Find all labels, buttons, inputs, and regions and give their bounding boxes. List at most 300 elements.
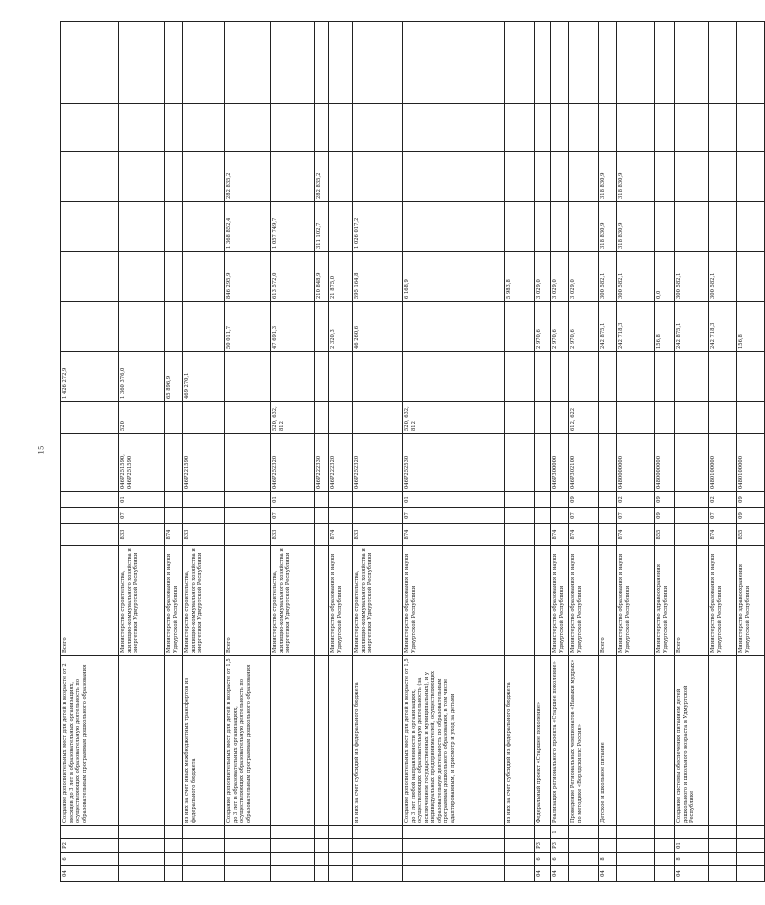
amount-4-cell — [737, 202, 765, 252]
amount-2-cell: 242 875,1 — [675, 302, 709, 352]
amount-4-cell — [119, 202, 165, 252]
empty-cell — [551, 22, 569, 104]
csr-code-cell: 046P252320 — [353, 434, 403, 492]
csr-code-cell: 046P302100 — [569, 434, 599, 492]
grbs-code-cell: 833 — [353, 524, 403, 546]
amount-6-cell — [551, 104, 569, 152]
rz-code-cell — [535, 508, 551, 524]
vr-code-cell — [183, 402, 225, 434]
om-code-cell — [225, 839, 271, 853]
csr-code-cell: 046P222320 — [329, 434, 353, 492]
amount-5-cell: 318 830,9 — [599, 152, 617, 202]
amount-6-cell — [271, 104, 315, 152]
pr-code-cell — [61, 492, 119, 508]
budget-table — [60, 21, 765, 882]
amount-1-cell — [551, 352, 569, 402]
amount-5-cell — [535, 152, 551, 202]
om-code-cell — [119, 839, 165, 853]
om-code-cell — [737, 839, 765, 853]
m-code-cell — [119, 826, 165, 839]
csr-code-cell — [535, 434, 551, 492]
amount-2-cell — [403, 302, 505, 352]
table-row — [675, 22, 709, 882]
measure-name-cell: Создание дополнительных мест для детей в возрасте от 1,5 до 3 лет в образовательных организациях, осуществляющих образовательную деятельность по образовательным программам дошкольного образования — [225, 656, 271, 826]
vr-code-cell: 520, 632, 812 — [271, 402, 315, 434]
amount-3-cell: 846 295,9 — [225, 252, 271, 302]
rz-code-cell: 07 — [119, 508, 165, 524]
grbs-code-cell: 874 — [551, 524, 569, 546]
amount-3-cell: 300 582,1 — [617, 252, 655, 302]
m-code-cell — [353, 826, 403, 839]
vr-code-cell — [329, 402, 353, 434]
pp-code-cell — [225, 853, 271, 866]
amount-2-cell: 50 011,7 — [225, 302, 271, 352]
grbs-code-cell — [315, 524, 329, 546]
pp-code-cell — [165, 853, 183, 866]
vr-code-cell — [353, 402, 403, 434]
empty-cell — [271, 22, 315, 104]
pr-code-cell — [535, 492, 551, 508]
table-row — [535, 22, 551, 882]
table-row — [551, 22, 569, 882]
responsible-org-cell: Министерство образования и науки Удмуртской Республики — [403, 546, 505, 656]
grbs-code-cell — [599, 524, 617, 546]
m-code-cell — [165, 826, 183, 839]
amount-2-cell — [119, 302, 165, 352]
csr-code-cell: 046P300000 — [551, 434, 569, 492]
amount-2-cell — [505, 302, 535, 352]
m-code-cell — [403, 826, 505, 839]
vr-code-cell — [709, 402, 737, 434]
responsible-org-cell — [535, 546, 551, 656]
rz-code-cell — [505, 508, 535, 524]
measure-name-cell — [655, 656, 675, 826]
gp-code-cell — [737, 866, 765, 882]
amount-2-cell — [315, 302, 329, 352]
amount-2-cell: 242 718,3 — [709, 302, 737, 352]
amount-4-cell: 1 026 017,2 — [353, 202, 403, 252]
table-row — [569, 22, 599, 882]
responsible-org-cell: Министерство образования и науки Удмуртской Республики — [329, 546, 353, 656]
rz-code-cell: 07 — [271, 508, 315, 524]
responsible-org-cell: Всего — [61, 546, 119, 656]
amount-6-cell — [569, 104, 599, 152]
m-code-cell — [737, 826, 765, 839]
amount-6-cell — [225, 104, 271, 152]
responsible-org-cell: Министерство образования и науки Удмуртской Республики — [551, 546, 569, 656]
rz-code-cell: 07 — [709, 508, 737, 524]
pp-code-cell: 8 — [675, 853, 709, 866]
amount-1-cell — [403, 352, 505, 402]
csr-code-cell: 046P252320 — [271, 434, 315, 492]
om-code-cell — [655, 839, 675, 853]
grbs-code-cell — [505, 524, 535, 546]
vr-code-cell — [165, 402, 183, 434]
amount-6-cell — [737, 104, 765, 152]
csr-code-cell — [165, 434, 183, 492]
pr-code-cell — [505, 492, 535, 508]
om-code-cell: P3 — [551, 839, 569, 853]
table-row — [353, 22, 403, 882]
csr-code-cell — [505, 434, 535, 492]
gp-code-cell: 04 — [551, 866, 569, 882]
responsible-org-cell — [505, 546, 535, 656]
rz-code-cell — [165, 508, 183, 524]
pp-code-cell — [709, 853, 737, 866]
amount-4-cell — [551, 202, 569, 252]
pr-code-cell: 01 — [119, 492, 165, 508]
om-code-cell — [315, 839, 329, 853]
grbs-code-cell — [61, 524, 119, 546]
csr-code-cell: 046P252530 — [403, 434, 505, 492]
vr-code-cell: 612, 622 — [569, 402, 599, 434]
rz-code-cell — [599, 508, 617, 524]
amount-6-cell — [675, 104, 709, 152]
amount-5-cell: 318 830,9 — [617, 152, 655, 202]
pp-code-cell — [315, 853, 329, 866]
vr-code-cell — [535, 402, 551, 434]
om-code-cell — [183, 839, 225, 853]
amount-6-cell — [709, 104, 737, 152]
responsible-org-cell: Всего — [675, 546, 709, 656]
pr-code-cell: 02 — [617, 492, 655, 508]
amount-1-cell — [737, 352, 765, 402]
rz-code-cell — [551, 508, 569, 524]
amount-1-cell — [655, 352, 675, 402]
amount-3-cell — [61, 252, 119, 302]
measure-name-cell — [737, 656, 765, 826]
amount-5-cell — [569, 152, 599, 202]
measure-name-cell: Проведение Региональных чемпионатов «Навыки мудрых» по методике «Ворлдскиллс Россия» — [569, 656, 599, 826]
amount-5-cell — [183, 152, 225, 202]
amount-5-cell — [655, 152, 675, 202]
m-code-cell — [183, 826, 225, 839]
om-code-cell — [617, 839, 655, 853]
amount-5-cell — [165, 152, 183, 202]
m-code-cell — [225, 826, 271, 839]
rz-code-cell: 07 — [403, 508, 505, 524]
rz-code-cell — [675, 508, 709, 524]
pr-code-cell: 01 — [403, 492, 505, 508]
responsible-org-cell: Министерство строительства, жилищно-коммунального хозяйства и энергетики Удмуртской Республики — [119, 546, 165, 656]
empty-cell — [353, 22, 403, 104]
amount-1-cell — [353, 352, 403, 402]
gp-code-cell — [353, 866, 403, 882]
amount-2-cell: 2 320,3 — [329, 302, 353, 352]
csr-code-cell: 046P251590, 046P251590 — [119, 434, 165, 492]
empty-cell — [165, 22, 183, 104]
m-code-cell — [569, 826, 599, 839]
empty-cell — [505, 22, 535, 104]
measure-name-cell — [315, 656, 329, 826]
csr-code-cell: 0480100000 — [709, 434, 737, 492]
vr-code-cell — [505, 402, 535, 434]
rz-code-cell — [183, 508, 225, 524]
empty-cell — [315, 22, 329, 104]
measure-name-cell — [119, 656, 165, 826]
csr-code-cell — [61, 434, 119, 492]
gp-code-cell — [505, 866, 535, 882]
amount-6-cell — [353, 104, 403, 152]
m-code-cell — [505, 826, 535, 839]
amount-4-cell: 311 102,7 — [315, 202, 329, 252]
amount-3-cell — [737, 252, 765, 302]
amount-1-cell — [617, 352, 655, 402]
pp-code-cell: 6 — [551, 853, 569, 866]
vr-code-cell — [225, 402, 271, 434]
grbs-code-cell: 855 — [655, 524, 675, 546]
measure-name-cell — [165, 656, 183, 826]
om-code-cell: 01 — [675, 839, 709, 853]
amount-6-cell — [315, 104, 329, 152]
amount-6-cell — [119, 104, 165, 152]
table-row — [315, 22, 329, 882]
m-code-cell — [709, 826, 737, 839]
om-code-cell — [403, 839, 505, 853]
gp-code-cell — [329, 866, 353, 882]
pr-code-cell — [315, 492, 329, 508]
amount-2-cell: 156,8 — [737, 302, 765, 352]
measure-name-cell: Создание системы обеспечения питанием детей дошкольного и школьного возраста в Удмуртской Республике — [675, 656, 709, 826]
gp-code-cell — [655, 866, 675, 882]
grbs-code-cell: 833 — [183, 524, 225, 546]
responsible-org-cell: Министерство строительства, жилищно-коммунального хозяйства и энергетики Удмуртской Республики — [353, 546, 403, 656]
amount-5-cell — [551, 152, 569, 202]
amount-4-cell — [709, 202, 737, 252]
amount-3-cell: 300 582,1 — [675, 252, 709, 302]
om-code-cell — [569, 839, 599, 853]
table-body — [61, 22, 765, 882]
amount-5-cell — [119, 152, 165, 202]
amount-3-cell — [119, 252, 165, 302]
measure-name-cell — [329, 656, 353, 826]
grbs-code-cell: 874 — [329, 524, 353, 546]
m-code-cell — [535, 826, 551, 839]
amount-6-cell — [535, 104, 551, 152]
amount-3-cell: 613 572,0 — [271, 252, 315, 302]
vr-code-cell — [617, 402, 655, 434]
amount-2-cell: 46 260,6 — [353, 302, 403, 352]
amount-5-cell — [737, 152, 765, 202]
amount-4-cell: 1 057 749,7 — [271, 202, 315, 252]
pr-code-cell — [165, 492, 183, 508]
gp-code-cell — [119, 866, 165, 882]
measure-name-cell: Создание дополнительных мест для детей в возрасте от 2 месяцев до 3 лет в образовательных организациях, осуществляющих образовательную деятельность по образовательным программам дошкольного образования — [61, 656, 119, 826]
table-row — [271, 22, 315, 882]
amount-3-cell: 6 168,9 — [403, 252, 505, 302]
measure-name-cell: из них за счет субсидий из федерального бюджета — [353, 656, 403, 826]
pp-code-cell — [403, 853, 505, 866]
gp-code-cell: 04 — [675, 866, 709, 882]
responsible-org-cell: Министерство здравоохранения Удмуртской Республики — [655, 546, 675, 656]
amount-3-cell: 21 875,0 — [329, 252, 353, 302]
vr-code-cell — [551, 402, 569, 434]
pp-code-cell — [505, 853, 535, 866]
table-row — [225, 22, 271, 882]
empty-cell — [617, 22, 655, 104]
amount-4-cell — [183, 202, 225, 252]
amount-1-cell — [599, 352, 617, 402]
pp-code-cell — [569, 853, 599, 866]
table-row — [655, 22, 675, 882]
amount-6-cell — [165, 104, 183, 152]
table-row — [505, 22, 535, 882]
gp-code-cell — [165, 866, 183, 882]
pp-code-cell: 6 — [61, 853, 119, 866]
table-row — [737, 22, 765, 882]
pp-code-cell — [119, 853, 165, 866]
m-code-cell — [675, 826, 709, 839]
pp-code-cell — [271, 853, 315, 866]
table-row — [61, 22, 119, 882]
empty-cell — [737, 22, 765, 104]
pr-code-cell: 09 — [569, 492, 599, 508]
table-row — [709, 22, 737, 882]
empty-cell — [599, 22, 617, 104]
gp-code-cell — [617, 866, 655, 882]
vr-code-cell: 520, 632, 812 — [403, 402, 505, 434]
vr-code-cell — [61, 402, 119, 434]
amount-5-cell — [353, 152, 403, 202]
amount-3-cell — [183, 252, 225, 302]
responsible-org-cell: Министерство здравоохранения Удмуртской Республики — [737, 546, 765, 656]
pp-code-cell — [655, 853, 675, 866]
amount-1-cell: 1 360 376,0 — [119, 352, 165, 402]
csr-code-cell — [599, 434, 617, 492]
grbs-code-cell: 874 — [403, 524, 505, 546]
amount-6-cell — [655, 104, 675, 152]
amount-6-cell — [183, 104, 225, 152]
rz-code-cell: 09 — [655, 508, 675, 524]
om-code-cell: P3 — [535, 839, 551, 853]
responsible-org-cell: Министерство образования и науки Удмуртской Республики — [617, 546, 655, 656]
rz-code-cell — [61, 508, 119, 524]
amount-3-cell: 300 582,1 — [709, 252, 737, 302]
amount-4-cell — [165, 202, 183, 252]
m-code-cell — [655, 826, 675, 839]
amount-3-cell: 595 164,8 — [353, 252, 403, 302]
vr-code-cell — [599, 402, 617, 434]
amount-4-cell: 318 830,9 — [599, 202, 617, 252]
amount-5-cell — [329, 152, 353, 202]
amount-6-cell — [61, 104, 119, 152]
grbs-code-cell: 833 — [271, 524, 315, 546]
om-code-cell — [505, 839, 535, 853]
measure-name-cell: Создание дополнительных мест для детей в возрасте от 1,5 до 3 лет любой направленности в организациях, осуществляющих образовательную деятельность (за исключением государственных и муниципальных), и у индивидуальных предпринимателей, осуществляющих образовательную деятельность по образовательным программам дошкольного образования, в том числе адаптированным, и присмотр и уход за детьми — [403, 656, 505, 826]
gp-code-cell: 04 — [61, 866, 119, 882]
table-row — [183, 22, 225, 882]
amount-4-cell: 1 368 852,4 — [225, 202, 271, 252]
empty-cell — [403, 22, 505, 104]
amount-4-cell — [61, 202, 119, 252]
measure-name-cell: Детское и школьное питание — [599, 656, 617, 826]
amount-2-cell — [61, 302, 119, 352]
table-row — [403, 22, 505, 882]
pp-code-cell — [617, 853, 655, 866]
amount-2-cell: 2 970,6 — [535, 302, 551, 352]
gp-code-cell: 04 — [535, 866, 551, 882]
empty-cell — [61, 22, 119, 104]
page-number: 15 — [37, 445, 46, 455]
grbs-code-cell — [225, 524, 271, 546]
responsible-org-cell: Министерство образования и науки Удмуртской Республики — [165, 546, 183, 656]
empty-cell — [709, 22, 737, 104]
pr-code-cell — [183, 492, 225, 508]
pr-code-cell — [225, 492, 271, 508]
amount-1-cell — [315, 352, 329, 402]
om-code-cell — [353, 839, 403, 853]
pr-code-cell: 01 — [271, 492, 315, 508]
om-code-cell: P2 — [61, 839, 119, 853]
table-row — [329, 22, 353, 882]
m-code-cell — [61, 826, 119, 839]
amount-6-cell — [329, 104, 353, 152]
pp-code-cell — [737, 853, 765, 866]
rz-code-cell: 07 — [569, 508, 599, 524]
amount-1-cell — [505, 352, 535, 402]
om-code-cell — [599, 839, 617, 853]
pp-code-cell — [183, 853, 225, 866]
csr-code-cell: 046P221590 — [183, 434, 225, 492]
grbs-code-cell: 874 — [709, 524, 737, 546]
responsible-org-cell: Всего — [599, 546, 617, 656]
pr-code-cell — [353, 492, 403, 508]
amount-6-cell — [403, 104, 505, 152]
gp-code-cell — [403, 866, 505, 882]
amount-5-cell — [61, 152, 119, 202]
amount-2-cell: 47 691,3 — [271, 302, 315, 352]
csr-code-cell: 0480100000 — [737, 434, 765, 492]
csr-code-cell: 0480000000 — [655, 434, 675, 492]
measure-name-cell: Федеральный проект «Старшее поколение» — [535, 656, 551, 826]
amount-2-cell — [183, 302, 225, 352]
gp-code-cell — [271, 866, 315, 882]
vr-code-cell — [737, 402, 765, 434]
amount-5-cell — [675, 152, 709, 202]
vr-code-cell: 520 — [119, 402, 165, 434]
amount-3-cell: 210 848,9 — [315, 252, 329, 302]
empty-cell — [675, 22, 709, 104]
m-code-cell — [599, 826, 617, 839]
measure-name-cell — [617, 656, 655, 826]
amount-5-cell — [403, 152, 505, 202]
empty-cell — [225, 22, 271, 104]
amount-4-cell: 318 830,9 — [617, 202, 655, 252]
pp-code-cell: 8 — [599, 853, 617, 866]
responsible-org-cell: Всего — [225, 546, 271, 656]
responsible-org-cell — [315, 546, 329, 656]
table-row — [617, 22, 655, 882]
rz-code-cell — [315, 508, 329, 524]
pp-code-cell: 6 — [535, 853, 551, 866]
amount-1-cell — [329, 352, 353, 402]
amount-2-cell: 2 970,6 — [569, 302, 599, 352]
csr-code-cell — [225, 434, 271, 492]
grbs-code-cell: 833 — [119, 524, 165, 546]
csr-code-cell: 046P222330 — [315, 434, 329, 492]
gp-code-cell: 04 — [599, 866, 617, 882]
amount-4-cell — [329, 202, 353, 252]
pp-code-cell — [353, 853, 403, 866]
amount-3-cell: 3 029,0 — [551, 252, 569, 302]
pr-code-cell: 02 — [709, 492, 737, 508]
amount-2-cell: 242 718,3 — [617, 302, 655, 352]
measure-name-cell — [709, 656, 737, 826]
pr-code-cell — [551, 492, 569, 508]
m-code-cell — [271, 826, 315, 839]
gp-code-cell — [569, 866, 599, 882]
pr-code-cell — [599, 492, 617, 508]
